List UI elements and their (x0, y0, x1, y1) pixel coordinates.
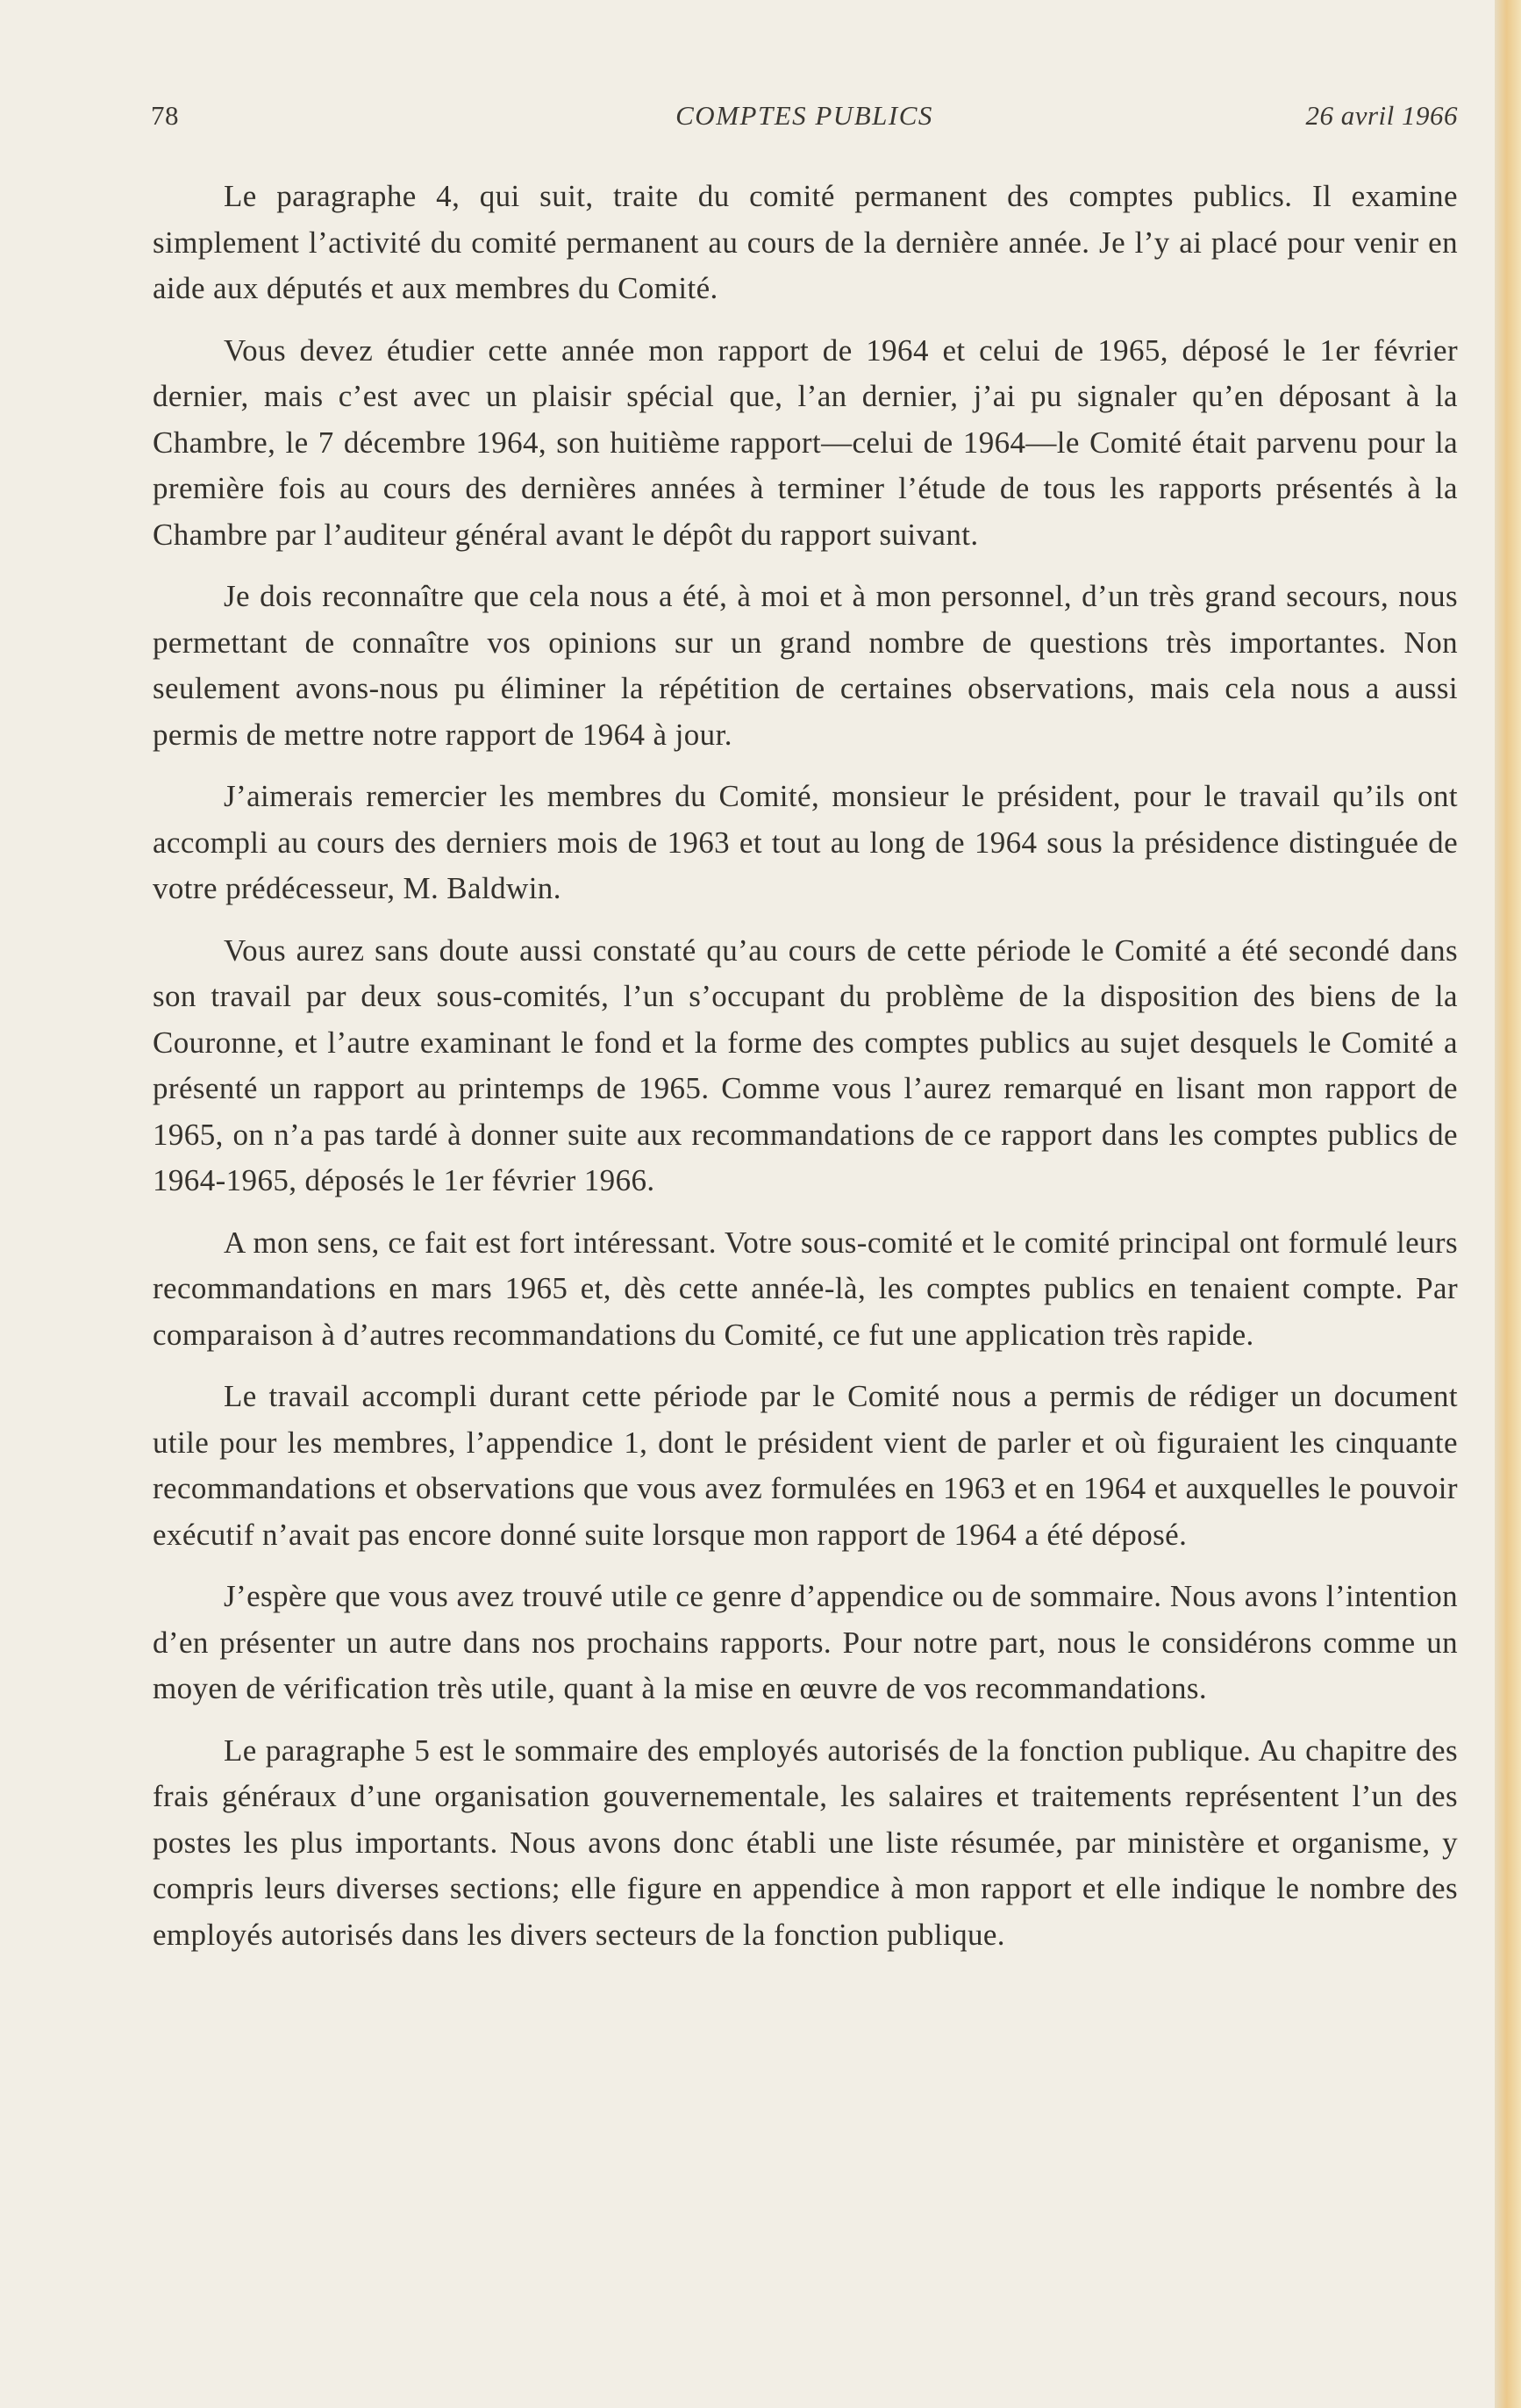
paragraph: A mon sens, ce fait est fort intéressant. Votre sous-comité et le comité principal ont formulé leurs recommandations en mars 1965 et, dès cette année-là, les comptes publics en tenaient compte. Par comparaison à d’autres recommandations du Comité, ce fut une application très rapide. (153, 1225, 1458, 1352)
paragraph: Vous aurez sans doute aussi constaté qu’au cours de cette période le Comité a été secondé dans son travail par deux sous-comités, l’un s’occupant du problème de la disposition des biens de la Couronne, et l’autre examinant le fond et la forme des comptes publics au sujet desquels le Comité a présenté un rapport au printemps de 1965. Comme vous l’aurez remarqué en lisant mon rapport de 1965, on n’a pas tardé à donner suite aux recommandations de ce rapport dans les comptes publics de 1964-1965, déposés le 1er février 1966. (153, 932, 1458, 1197)
page-number: 78 (151, 100, 179, 131)
paragraph: J’espère que vous avez trouvé utile ce genre d’appendice ou de sommaire. Nous avons l’intention d’en présenter un autre dans nos prochains rapports. Pour notre part, nous le considérons comme un moyen de vérification très utile, quant à la mise en œuvre de vos recommandations. (153, 1579, 1458, 1705)
page-header (151, 95, 1458, 139)
page-edge (1495, 0, 1521, 2408)
paragraph: Le travail accompli durant cette période par le Comité nous a permis de rédiger un document utile pour les membres, l’appendice 1, dont le président vient de parler et où figuraient les cinquante recommandations et observations que vous avez formulées en 1963 et en 1964 et auxquelles le pouvoir exécutif n’avait pas encore donné suite lorsque mon rapport de 1964 a été déposé. (153, 1379, 1458, 1552)
paragraph: Je dois reconnaître que cela nous a été, à moi et à mon personnel, d’un très grand secours, nous permettant de connaître vos opinions sur un grand nombre de questions très importantes. Non seulement avons-nous pu éliminer la répétition de certaines observations, mais cela nous a aussi permis de mettre notre rapport de 1964 à jour. (153, 579, 1458, 752)
running-title: COMPTES PUBLICS (675, 100, 933, 131)
header-date: 26 avril 1966 (1305, 100, 1458, 131)
paragraph: Le paragraphe 4, qui suit, traite du comité permanent des comptes publics. Il examine simplement l’activité du comité permanent au cours de la dernière année. Je l’y ai placé pour venir en aide aux députés et aux membres du Comité. (153, 179, 1458, 305)
paragraph: Vous devez étudier cette année mon rapport de 1964 et celui de 1965, déposé le 1er février dernier, mais c’est avec un plaisir spécial que, l’an dernier, j’ai pu signaler qu’en déposant à la Chambre, le 7 décembre 1964, son huitième rapport—celui de 1964—le Comité était parvenu pour la première fois au cours des dernières années à terminer l’étude de tous les rapports présentés à la Chambre par l’auditeur général avant le dépôt du rapport suivant. (153, 332, 1458, 552)
paragraph: Le paragraphe 5 est le sommaire des employés autorisés de la fonction publique. Au chapitre des frais généraux d’une organisation gouvernementale, les salaires et traitements représentent l’un des postes les plus importants. Nous avons donc établi une liste résumée, par ministère et organisme, y compris leurs diverses sections; elle figure en appendice à mon rapport et elle indique le nombre des employés autorisés dans les divers secteurs de la fonction publique. (153, 1733, 1458, 1952)
paragraph: J’aimerais remercier les membres du Comité, monsieur le président, pour le travail qu’ils ont accompli au cours des derniers mois de 1963 et tout au long de 1964 sous la présidence distinguée de votre prédécesseur, M. Baldwin. (153, 779, 1458, 905)
body-text (153, 174, 1458, 1958)
